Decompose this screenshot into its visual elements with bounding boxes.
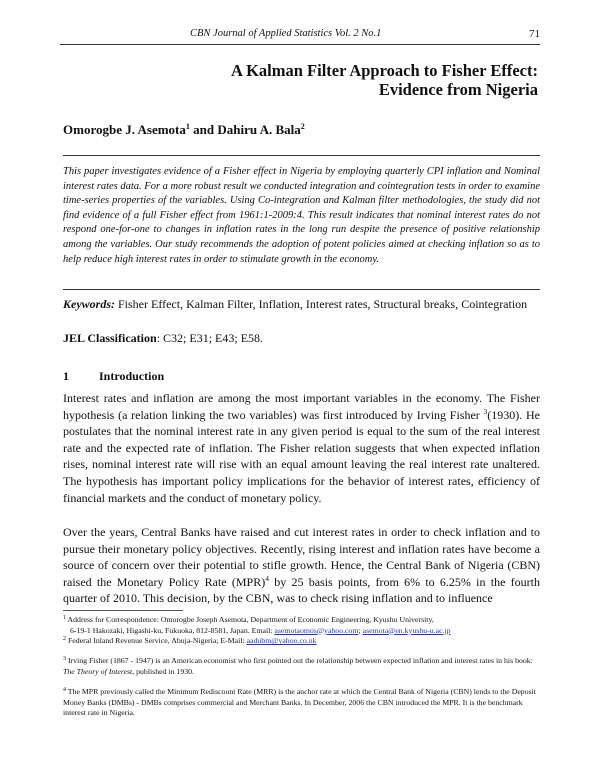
footnote-2-email-link[interactable]: aadubm@yahoo.co.uk [246, 636, 317, 646]
header-divider [60, 44, 540, 45]
footnote-3-book-title: The Theory of Interest [63, 666, 133, 676]
footnote-3-number: 3 [63, 656, 66, 662]
author-2-footnote-mark[interactable]: 2 [300, 122, 305, 131]
abstract-bottom-divider [63, 289, 540, 290]
footnote-1-text-b: 6-19-1 Hakozaki, Higashi-ku, Fukuoka, 812-8581, Japan. Email: [70, 625, 275, 635]
running-header [60, 28, 540, 44]
footnote-3-text: Irving Fisher (1867 - 1947) is an American economist who first pointed out the relationship between expected inflation and interest rates in his book: [66, 656, 533, 665]
footnote-2 [63, 636, 540, 647]
title-line-2: Evidence from Nigeria [378, 80, 538, 99]
footnote-3 [63, 656, 540, 677]
author-list [63, 122, 305, 138]
section-title: Introduction [99, 369, 165, 383]
section-number: 1 [63, 369, 69, 383]
footnote-4-text: The MPR previously called the Minimum Rediscount Rate (MRR) is the anchor rate at which the Central Bank of Nigeria (CBN) lends to the Deposit Money Banks (DMBs) - DMBs comprises commercial and Merchant Banks. In December, 2006 the CBN introduced the MPR. It is the benchmark interest rate in Nigeria. [63, 687, 536, 718]
paragraph-1-text-b: (1930). He postulates that the nominal interest rate in any given period is equal to the sum of the real interest rate and the expected rate of inflation. The Fisher relation suggests that when expected inflation rises, nominal interest rate will rise with an equal amount leaving the real interest rate unaltered. The hypothesis has important policy implications for the behavior of interest rates, efficiency of financial markets and the conduct of monetary policy. [63, 407, 541, 505]
footnote-1-number: 1 [63, 615, 66, 621]
footnote-2-number: 2 [63, 636, 66, 643]
author-1: Omorogbe J. Asemota [63, 122, 186, 137]
footnote-2-text: Federal Inland Revenue Service, Abuja-Nigeria; E-Mail: [66, 636, 247, 646]
paper-title [231, 61, 538, 99]
footnote-3-mark[interactable]: 3 [483, 406, 488, 416]
section-heading [63, 369, 164, 384]
footnote-1-text-a: Address for Correspondence: Omorogbe Joseph Asemota, Department of Economic Engineering, Kyushu University, [66, 615, 434, 624]
author-2: Dahiru A. Bala [217, 122, 301, 137]
jel-label: JEL Classification [63, 331, 157, 345]
abstract: This paper investigates evidence of a Fisher effect in Nigeria by employing quarterly CPI inflation and Nominal interest rates data. For a more robust result we conducted integration and cointegration tests in order to examine time-series properties of the variables. Using Co-integration and Kalman filter methodologies, the study did not find evidence of a full Fisher effect from 1961:1-2009:4. This result indicates that nominal interest rates do not respond one-for-one to changes in inflation rates in the long run despite the presence of positive relationship among the variables. Our study recommends the adoption of potent policies aimed at checking inflation so as to help reduce high interest rates in order to stimulate growth in the economy. [63, 166, 540, 265]
abstract-top-divider [63, 155, 540, 156]
paragraph-2-text-a: Over the years, Central Banks have raised and cut interest rates in order to check inflation and to pursue their monetary policy objectives. Recently, rising interest and inflation rates have become a source of concern over their potential to stifle growth. Hence, the Central Bank of Nigeria (CBN) raised the Monetary Policy Rate (MPR) [63, 525, 540, 589]
keywords-value: Fisher Effect, Kalman Filter, Inflation, Interest rates, Structural breaks, Cointegration [115, 297, 528, 311]
body-paragraph-2 [63, 524, 540, 607]
footnote-4-mark[interactable]: 4 [265, 573, 269, 583]
jel-value: : C32; E31; E43; E58. [156, 331, 264, 345]
footnote-1-email-link-1[interactable]: asemotaomos@yahoo.com [274, 625, 359, 635]
title-line-1: A Kalman Filter Approach to Fisher Effect: [230, 61, 538, 80]
footnote-4-number: 4 [63, 687, 66, 693]
paragraph-1-text-a: Interest rates and inflation are among the most important variables in the economy. The Fisher hypothesis (a relation linking the two variables) was first introduced by Irving Fisher [63, 391, 540, 422]
jel-classification [63, 331, 263, 346]
footnote-3-text-end: , published in 1930. [132, 666, 194, 676]
body-paragraph-1 [63, 390, 540, 506]
author-connector: and [189, 122, 218, 137]
footnote-1-continued [63, 626, 540, 637]
page-number: 71 [529, 28, 540, 40]
footnote-1-2-block [63, 615, 540, 647]
author-1-footnote-mark[interactable]: 1 [185, 122, 190, 131]
journal-name: CBN Journal of Applied Statistics Vol. 2 No.1 [190, 28, 382, 39]
footnote-4 [63, 687, 540, 719]
footnote-1 [63, 615, 540, 626]
paragraph-2-text-b: by 25 basis points, from 6% to 6.25% in the fourth quarter of 2010. This decision, by the CBN, was to check rising inflation and to influence [63, 574, 540, 606]
footnote-1-email-link-2[interactable]: asemota@en.kyushu-u.ac.jp [362, 625, 451, 635]
footnote-1-separator: ; [358, 625, 363, 635]
keywords [63, 297, 527, 312]
keywords-label: Keywords: [63, 297, 115, 311]
footnote-divider [63, 610, 183, 611]
